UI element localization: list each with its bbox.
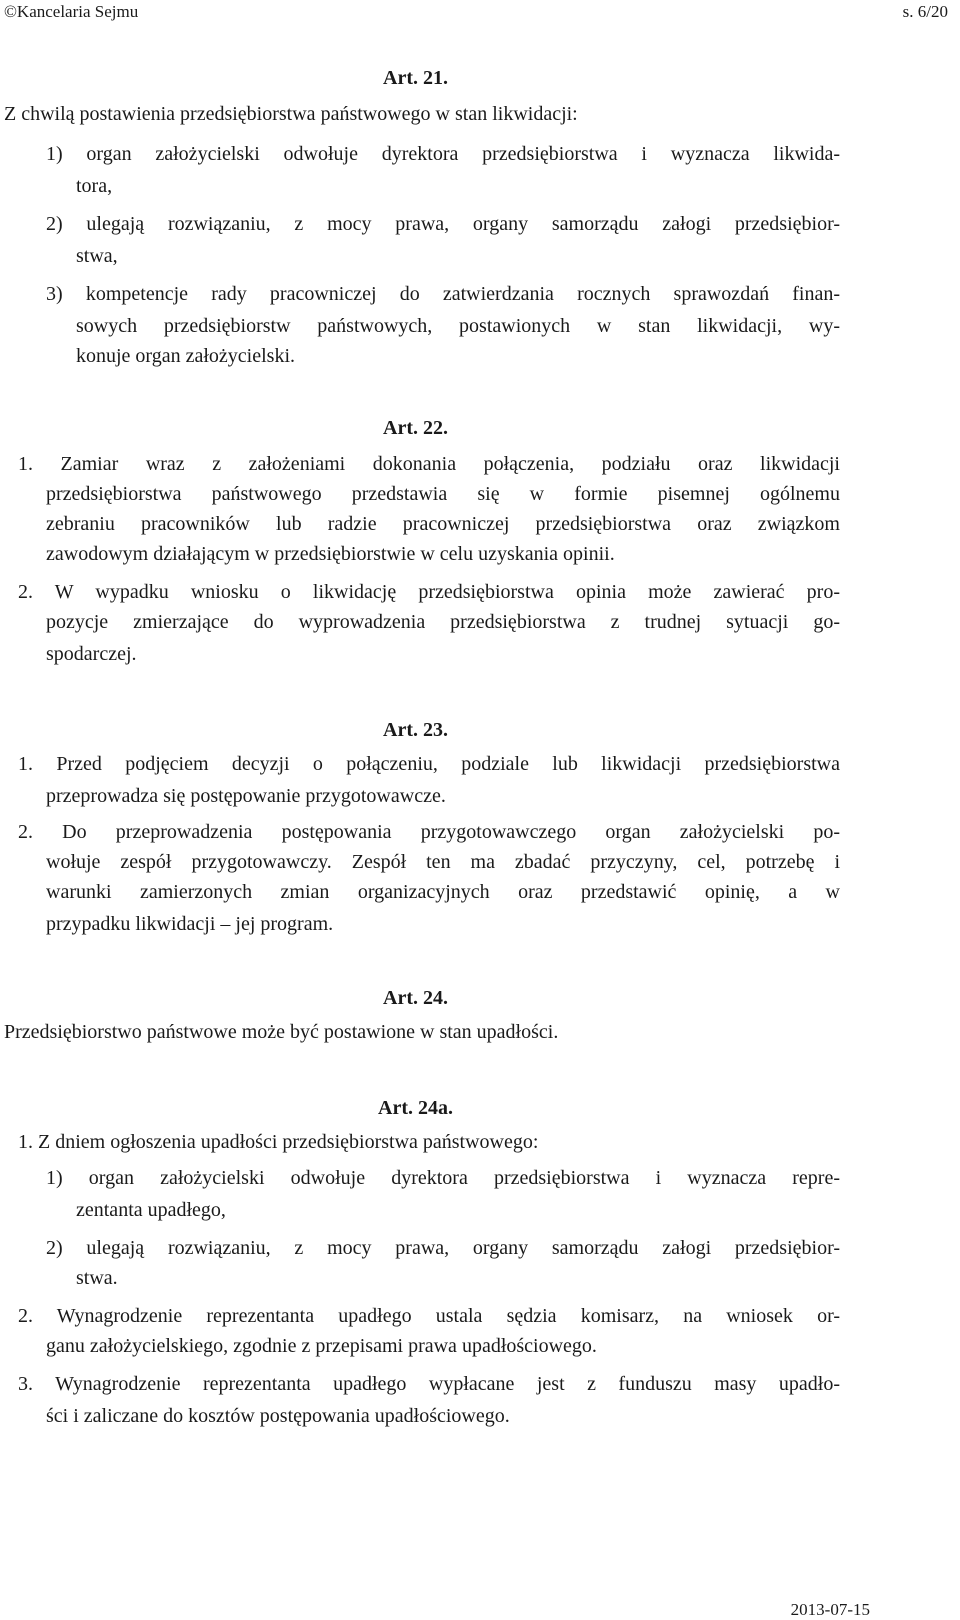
art22-u1-line2: przedsiębiorstwa państwowego przedstawia się w formie pisemnej ogólnemu — [46, 483, 840, 505]
art24a-point2-line1: 2) ulegają rozwiązaniu, z mocy prawa, organy samorządu załogi przedsiębior- — [46, 1237, 840, 1259]
art22-u2-line1: 2. W wypadku wniosku o likwidację przedsiębiorstwa opinia może zawierać pro- — [18, 581, 840, 603]
art23-u1-line2: przeprowadza się postępowanie przygotowawcze. — [46, 785, 446, 807]
art22-u2-line3: spodarczej. — [46, 643, 137, 665]
art22-u1-line4: zawodowym działającym w przedsiębiorstwie w celu uzyskania opinii. — [46, 543, 615, 565]
art21-intro: Z chwilą postawienia przedsiębiorstwa państwowego w stan likwidacji: — [4, 103, 578, 125]
art21-point1-line2: tora, — [76, 175, 113, 197]
art24a-u2-line1: 2. Wynagrodzenie reprezentanta upadłego ustala sędzia komisarz, na wniosek or- — [18, 1305, 840, 1327]
art24a-u2-line2: ganu założycielskiego, zgodnie z przepisami prawa upadłościowego. — [46, 1335, 597, 1357]
art24a-u1: 1. Z dniem ogłoszenia upadłości przedsiębiorstwa państwowego: — [18, 1131, 539, 1153]
art22-u2-line2: pozycje zmierzające do wyprowadzenia przedsiębiorstwa z trudnej sytuacji go- — [46, 611, 840, 633]
art21-point3-line3: konuje organ założycielski. — [76, 345, 296, 367]
art24a-point1-line2: zentanta upadłego, — [76, 1199, 226, 1221]
art24-text: Przedsiębiorstwo państwowe może być postawione w stan upadłości. — [4, 1021, 559, 1043]
footer-date: 2013-07-15 — [790, 1600, 870, 1619]
article-23-title: Art. 23. — [383, 719, 448, 741]
art24a-u3-line1: 3. Wynagrodzenie reprezentanta upadłego wypłacane jest z funduszu masy upadło- — [18, 1373, 840, 1395]
art22-u1-line3: zebraniu pracowników lub radzie pracowniczej przedsiębiorstwa oraz związkom — [46, 513, 840, 535]
header-page-number: s. 6/20 — [902, 2, 948, 21]
art24a-point1-line1: 1) organ założycielski odwołuje dyrektora przedsiębiorstwa i wyznacza repre- — [46, 1167, 840, 1189]
art21-point1-line1: 1) organ założycielski odwołuje dyrektora przedsiębiorstwa i wyznacza likwida- — [46, 143, 840, 165]
art23-u2-line3: warunki zamierzonych zmian organizacyjnych oraz przedstawić opinię, a w — [46, 881, 840, 903]
art21-point3-line2: sowych przedsiębiorstw państwowych, postawionych w stan likwidacji, wy- — [76, 315, 840, 337]
art24a-point2-line2: stwa. — [76, 1267, 118, 1289]
article-24a-title: Art. 24a. — [378, 1097, 453, 1119]
art21-point2-line1: 2) ulegają rozwiązaniu, z mocy prawa, organy samorządu załogi przedsiębior- — [46, 213, 840, 235]
art21-point2-line2: stwa, — [76, 245, 118, 267]
article-22-title: Art. 22. — [383, 417, 448, 439]
header-source: ©Kancelaria Sejmu — [4, 2, 139, 21]
art23-u2-line2: wołuje zespół przygotowawczy. Zespół ten ma zbadać przyczyny, cel, potrzebę i — [46, 851, 840, 873]
art21-point3-line1: 3) kompetencje rady pracowniczej do zatwierdzania rocznych sprawozdań finan- — [46, 283, 840, 305]
art23-u2-line4: przypadku likwidacji – jej program. — [46, 913, 334, 935]
article-24-title: Art. 24. — [383, 987, 448, 1009]
art23-u1-line1: 1. Przed podjęciem decyzji o połączeniu, podziale lub likwidacji przedsiębiorstwa — [18, 753, 840, 775]
art22-u1-line1: 1. Zamiar wraz z założeniami dokonania połączenia, podziału oraz likwidacji — [18, 453, 840, 475]
article-21-title: Art. 21. — [383, 67, 448, 89]
art23-u2-line1: 2. Do przeprowadzenia postępowania przygotowawczego organ założycielski po- — [18, 821, 840, 843]
art24a-u3-line2: ści i zaliczane do kosztów postępowania upadłościowego. — [46, 1405, 510, 1427]
